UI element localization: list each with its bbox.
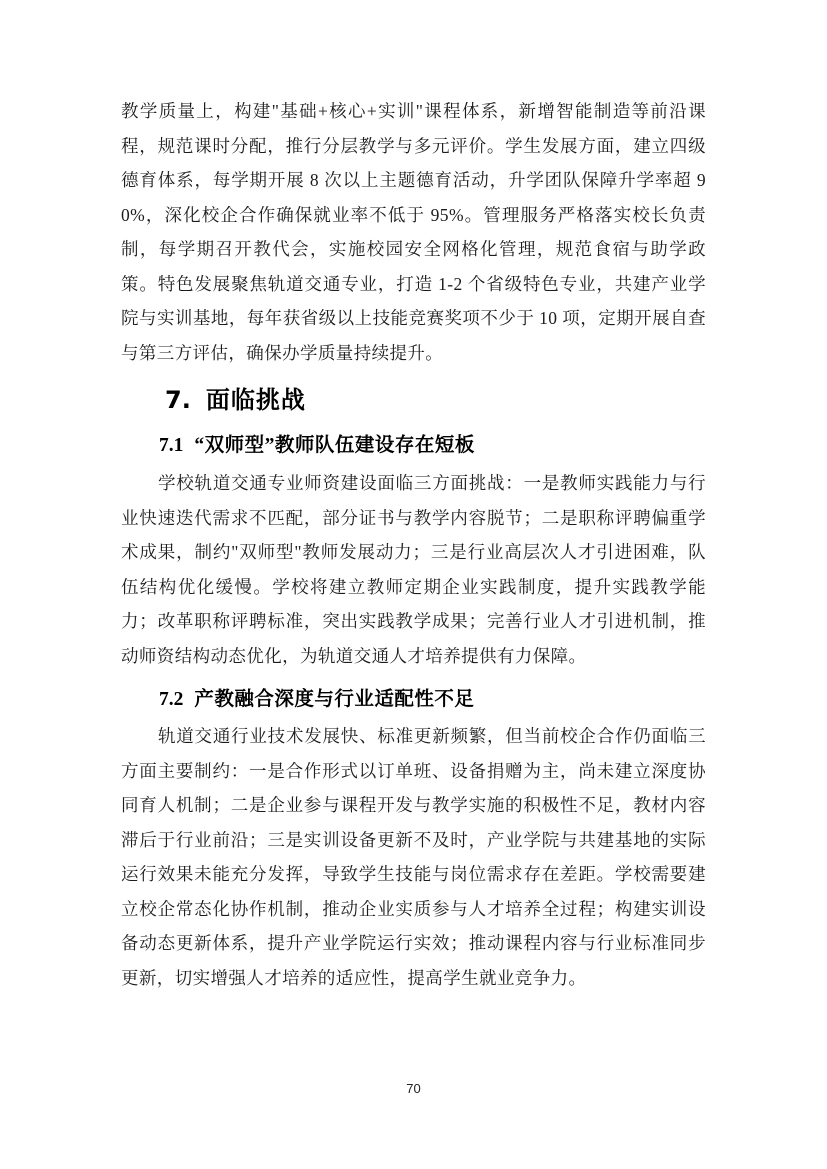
subsection-title-7-2: 产教融合深度与行业适配性不足 [194,689,475,710]
section-title: 面临挑战 [205,386,306,414]
paragraph-7-2: 轨道交通行业技术发展快、标准更新频繁，但当前校企合作仍面临三方面主要制约：一是合作形式以订单班、设备捐赠为主，尚未建立深度协同育人机制；二是企业参与课程开发与教学实施的积极性不足，教材内容滞后于行业前沿；三是实训设备更新不及时，产业学院与共建基地的实际运行效果未能充分发挥，导致学生技能与岗位需求存在差距。学校需要建立校企常态化协作机制，推动企业实质参与人才培养全过程；构建实训设备动态更新体系，提升产业学院运行实效；推动课程内容与行业标准同步更新，切实增强人才培养的适应性，提高学生就业竞争力。 [121,726,706,988]
subsection-number-7-1: 7.1 [159,435,184,456]
page-content [121,94,706,995]
subsection-number-7-2: 7.2 [159,689,184,710]
section-number: 7. [165,386,191,414]
page-number: 70 [406,1081,421,1096]
subsection-title-7-1: “双师型”教师队伍建设存在短板 [194,435,475,456]
subsection-heading-7-2 [121,686,706,714]
section-heading-7 [121,384,706,416]
paragraph-7-1: 学校轨道交通专业师资建设面临三方面挑战：一是教师实践能力与行业快速迭代需求不匹配，部分证书与教学内容脱节；二是职称评聘偏重学术成果，制约"双师型"教师发展动力；三是行业高层次人才引进困难，队伍结构优化缓慢。学校将建立教师定期企业实践制度，提升实践教学能力；改革职称评聘标准，突出实践教学成果；完善行业人才引进机制，推动师资结构动态优化，为轨道交通人才培养提供有力保障。 [121,473,706,666]
subsection-heading-7-1 [121,432,706,460]
paragraph-continuation: 教学质量上，构建"基础+核心+实训"课程体系，新增智能制造等前沿课程，规范课时分配，推行分层教学与多元评价。学生发展方面，建立四级德育体系，每学期开展 8 次以上主题德育活动，升学团队保障升学率超 90%，深化校企合作确保就业率不低于 95%。管理服务严格落实校长负责制，每学期召开教代会，实施校园安全网格化管理，规范食宿与助学政策。特色发展聚焦轨道交通专业，打造 1-2 个省级特色专业，共建产业学院与实训基地，每年获省级以上技能竞赛奖项不少于 10 项，定期开展自查与第三方评估，确保办学质量持续提升。 [121,101,706,363]
